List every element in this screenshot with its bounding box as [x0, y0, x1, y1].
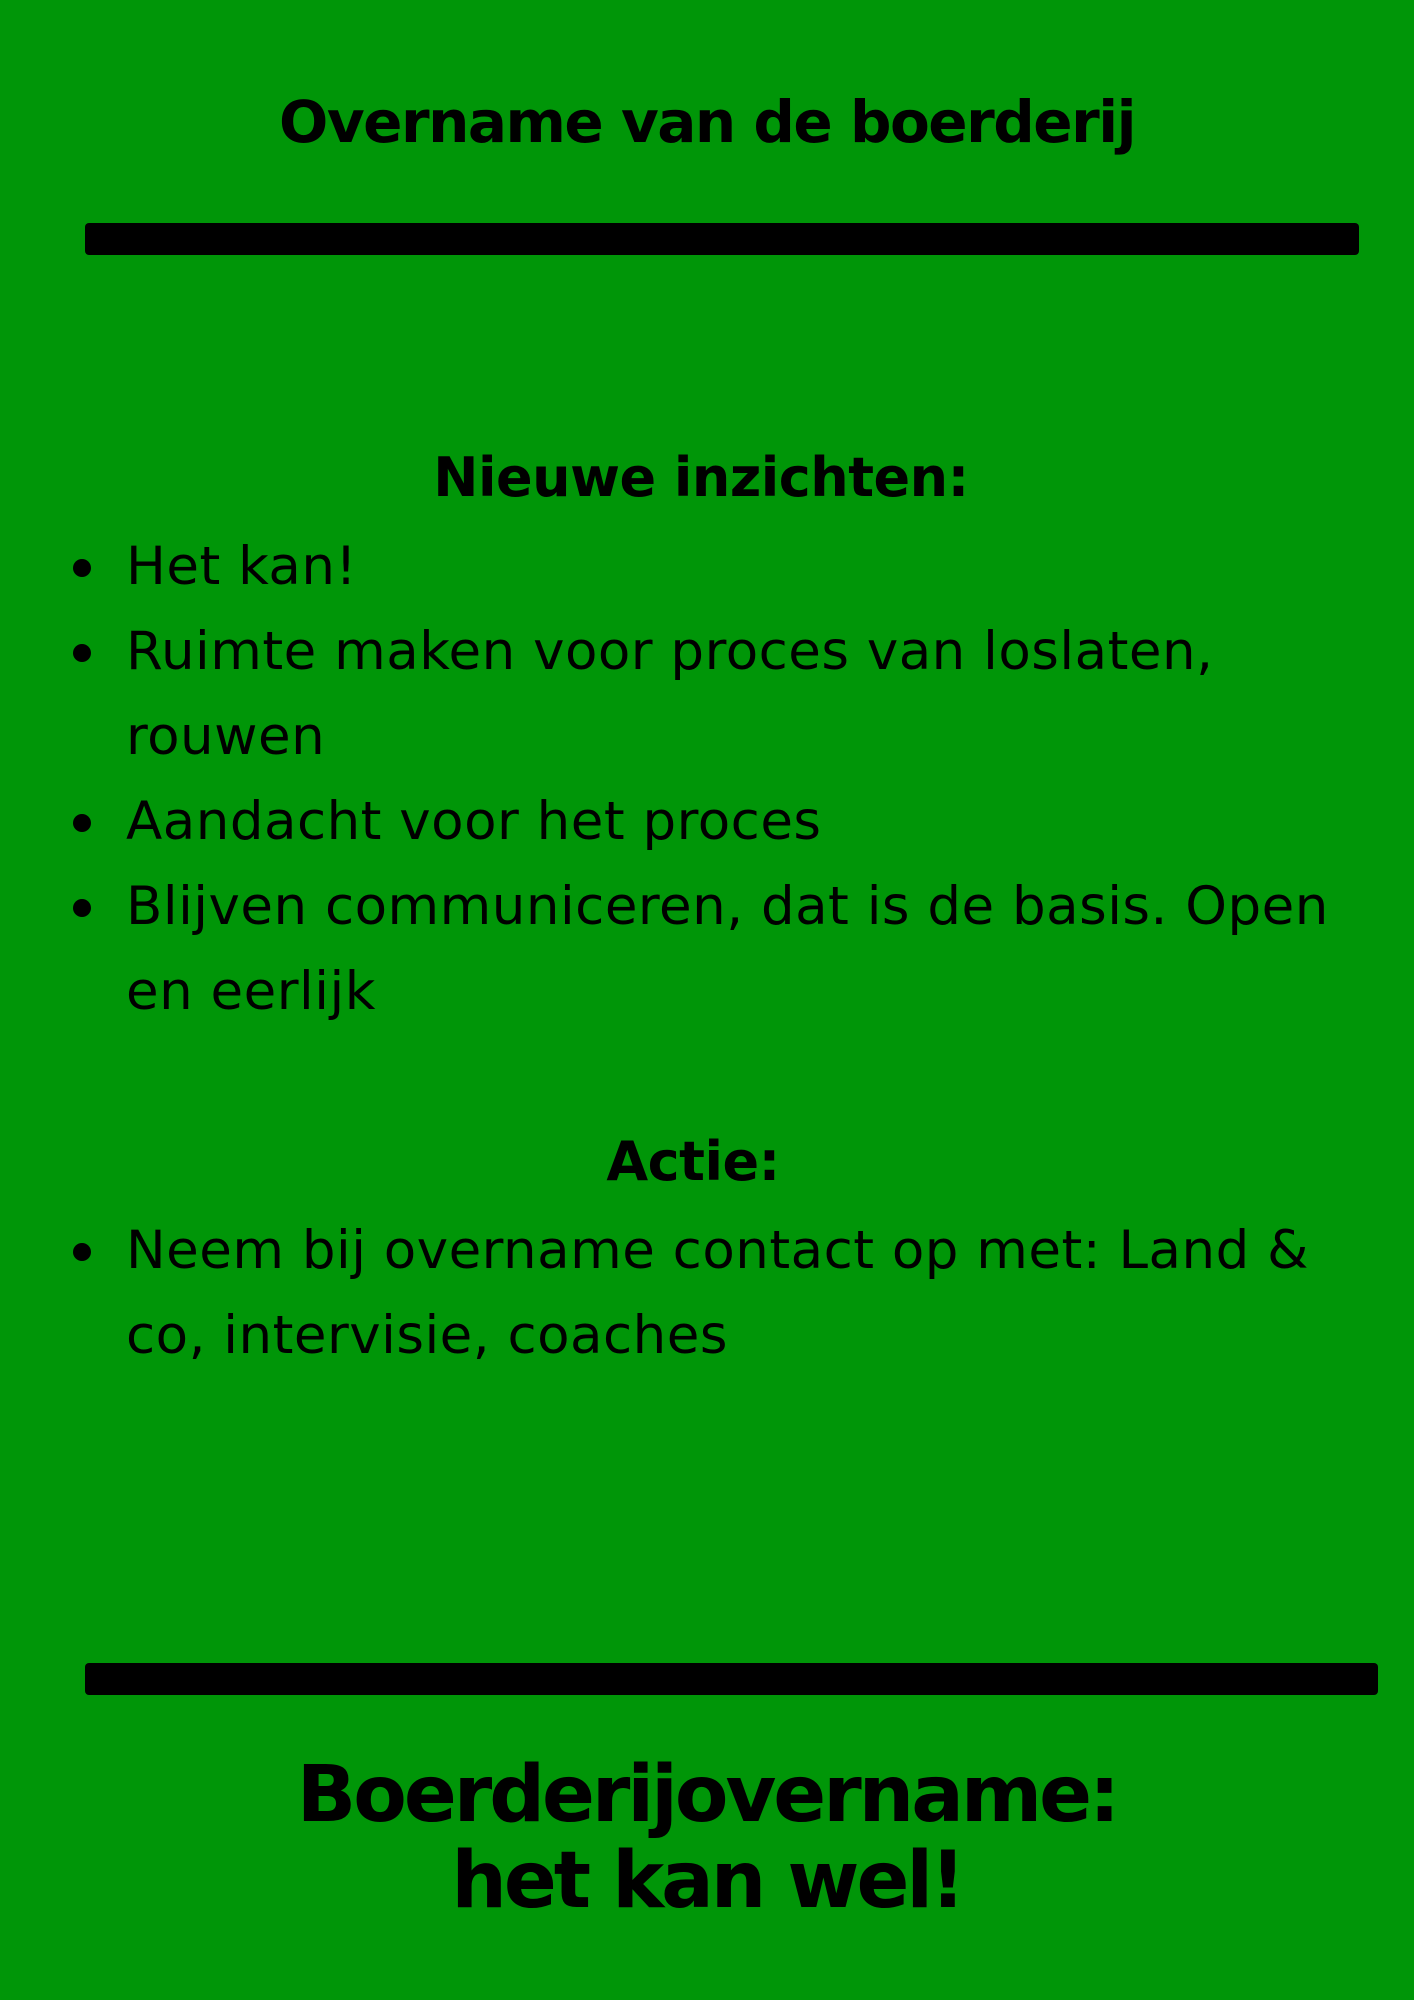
action-heading: Actie: — [606, 1130, 780, 1193]
list-item-text: Ruimte maken voor proces van loslaten, rouwen — [126, 621, 1214, 767]
list-item-text: Aandacht voor het proces — [126, 791, 822, 852]
list-item — [0, 1208, 1414, 1378]
bullet-icon — [73, 644, 91, 662]
list-item-text: Blijven communiceren, dat is de basis. Open en eerlijk — [126, 876, 1329, 1022]
insights-list — [0, 524, 1414, 1034]
closing-slogan — [0, 1752, 1414, 1924]
list-item — [0, 524, 1414, 609]
insights-heading: Nieuwe inzichten: — [433, 446, 969, 509]
list-item-text: Het kan! — [126, 536, 358, 597]
bullet-icon — [73, 1243, 91, 1261]
list-item — [0, 779, 1414, 864]
list-item — [0, 864, 1414, 1034]
list-item-text: Neem bij overname contact op met: Land & co, intervisie, coaches — [126, 1220, 1309, 1366]
bullet-icon — [73, 899, 91, 917]
bullet-icon — [73, 814, 91, 832]
closing-line-2: het kan wel! — [451, 1836, 963, 1926]
bottom-divider — [85, 1663, 1378, 1695]
top-divider — [85, 223, 1359, 255]
closing-line-1: Boerderijovername: — [296, 1750, 1118, 1840]
page-title: Overname van de boerderij — [279, 88, 1135, 156]
list-item — [0, 609, 1414, 779]
bullet-icon — [73, 559, 91, 577]
action-list — [0, 1208, 1414, 1378]
